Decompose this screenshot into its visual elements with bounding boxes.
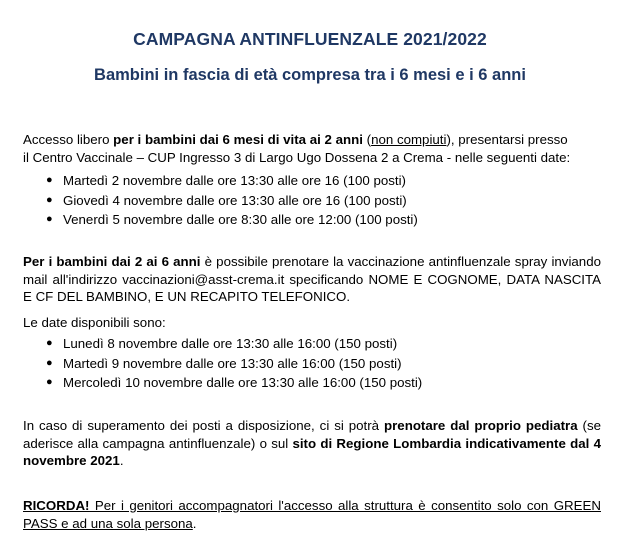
bullet-icon: ● — [46, 337, 53, 349]
list-item-text: Martedì 9 novembre dalle ore 13:30 alle 16:00 (150 posti) — [63, 355, 402, 371]
section2-date-list — [23, 334, 601, 393]
section3-text2: (se aderisce alla campagna antinfluenzale) o sul — [23, 418, 601, 451]
section2-intro-bold: Per i bambini dai 2 ai 6 anni — [23, 254, 201, 269]
section1-intro — [23, 131, 601, 166]
reminder-text: Per i genitori accompagnatori l'accesso alla struttura è consentito solo con GREEN PASS e ad una sola persona — [23, 498, 601, 531]
list-item — [23, 191, 601, 211]
list-item — [23, 373, 601, 393]
list-item-text: Giovedì 4 novembre dalle ore 13:30 alle ore 16 (100 posti) — [63, 192, 407, 208]
section2-intro — [23, 253, 601, 306]
section3-paragraph — [23, 417, 601, 470]
reminder-label: RICORDA! — [23, 498, 90, 513]
bullet-icon: ● — [46, 356, 53, 369]
list-item-text: Venerdì 5 novembre dalle ore 8:30 alle ore 12:00 (100 posti) — [63, 212, 418, 227]
list-item-text: Lunedì 8 novembre dalle ore 13:30 alle 16:00 (150 posti) — [63, 336, 398, 351]
document-title: CAMPAGNA ANTINFLUENZALE 2021/2022 — [133, 29, 487, 49]
bullet-icon: ● — [46, 174, 53, 186]
section1-date-list — [23, 171, 601, 230]
document-subtitle: Bambini in fascia di età compresa tra i 6 mesi e i 6 anni — [94, 66, 526, 84]
section1-intro-line2: il Centro Vaccinale – CUP Ingresso 3 di Largo Ugo Dossena 2 a Crema - nelle seguenti date: — [23, 149, 571, 165]
section2-intro-text: è possibile prenotare la vaccinazione antinfluenzale spray inviando mail all'indirizzo vaccinazioni@asst-crema.it specificando NOME E COGNOME, DATA NASCITA E CF DEL BAMBINO, E UN RECAPITO TELEFONICO. — [23, 254, 601, 304]
section3-text3: . — [119, 453, 124, 468]
section1-paren-open: ( — [362, 132, 372, 147]
list-item — [23, 210, 601, 230]
section3-bold-regione: sito di Regione Lombardia indicativamente dal 4 novembre 2021 — [23, 435, 601, 468]
section1-intro-rest: ), presentarsi presso — [446, 132, 568, 147]
section2-dates-label: Le date disponibili sono: — [23, 315, 166, 330]
section3-bold-pediatra: prenotare dal proprio pediatra — [384, 418, 578, 433]
section1-intro-prefix: Accesso libero — [23, 132, 114, 147]
section1-intro-underlined: non compiuti — [371, 132, 447, 147]
section3-text1: In caso di superamento dei posti a disposizione, ci si potrà — [23, 418, 384, 433]
list-item — [23, 354, 601, 374]
list-item-text: Martedì 2 novembre dalle ore 13:30 alle ore 16 (100 posti) — [63, 173, 406, 188]
list-item-text: Mercoledì 10 novembre dalle ore 13:30 alle 16:00 (150 posti) — [63, 375, 423, 390]
list-item — [23, 334, 601, 354]
reminder-paragraph: RICORDA! Per i genitori accompagnatori l'accesso alla struttura è consentito solo con GREEN PASS e ad una sola persona. — [23, 498, 601, 531]
section1-intro-bold: per i bambini dai 6 mesi di vita ai 2 anni — [113, 132, 363, 147]
list-item — [23, 171, 601, 191]
bullet-icon: ● — [46, 193, 53, 206]
bullet-icon: ● — [46, 213, 53, 225]
bullet-icon: ● — [46, 376, 53, 388]
